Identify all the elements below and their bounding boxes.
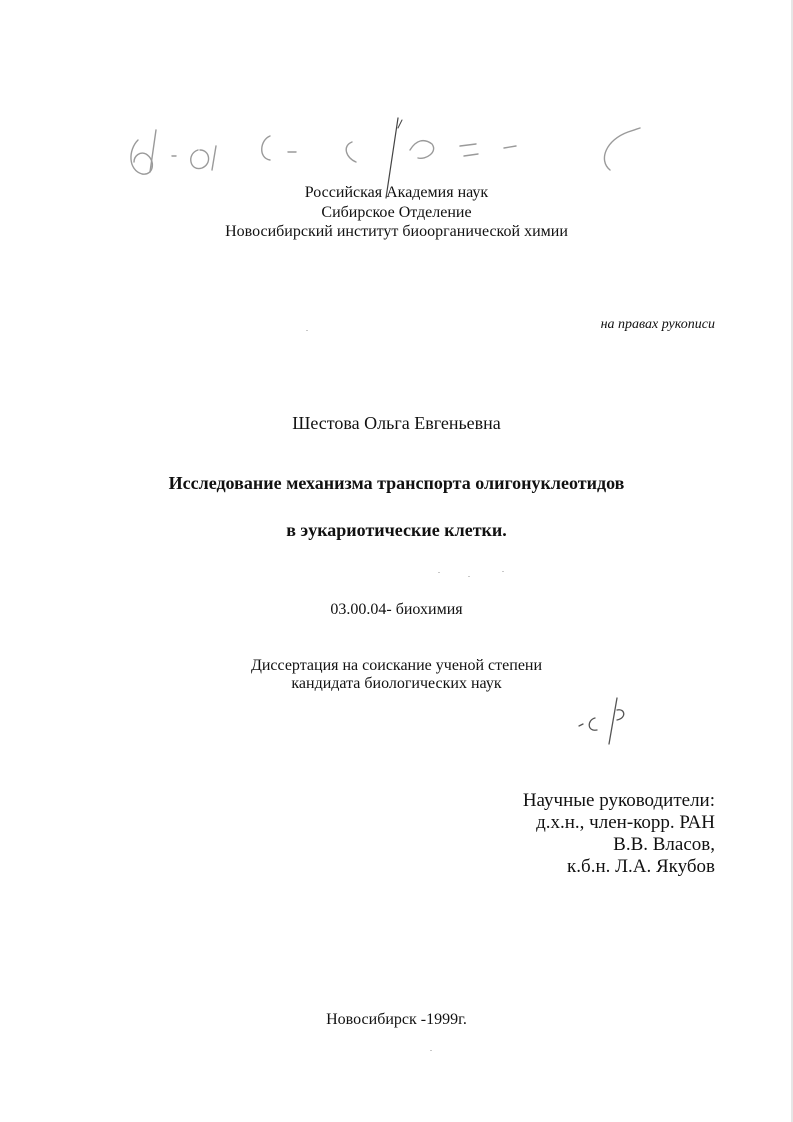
degree-line2: кандидата биологических наук [291,675,502,692]
author-name: Шестова Ольга Евгеньевна [292,413,501,433]
supervisor-rank: д.х.н., член-корр. РАН [536,812,715,833]
city-year: Новосибирск -1999г. [326,1011,467,1028]
branch-name: Сибирское Отделение [321,204,472,221]
scan-speck [502,571,504,572]
degree-line1: Диссертация на соискание ученой степени [250,657,543,674]
thesis-title-line2: в эукариотические клетки. [286,520,507,540]
scan-speck [438,572,440,573]
handwritten-initials [565,688,645,748]
supervisor-name-1: В.В. Власов, [613,834,715,855]
scan-speck [306,330,308,331]
specialty-code: 03.00.04- биохимия [330,601,463,618]
supervisors-heading: Научные руководители: [522,790,715,811]
academy-name: Российская Академия наук [304,184,489,201]
supervisor-name-2: к.б.н. Л.А. Якубов [567,856,715,877]
institute-name: Новосибирский институт биоорганической химии [225,223,568,240]
scan-speck [468,576,470,577]
manuscript-note: на правах рукописи [600,317,715,332]
thesis-title-line1: Исследование механизма транспорта олигонуклеотидов [168,473,625,493]
scan-speck [430,1050,432,1051]
